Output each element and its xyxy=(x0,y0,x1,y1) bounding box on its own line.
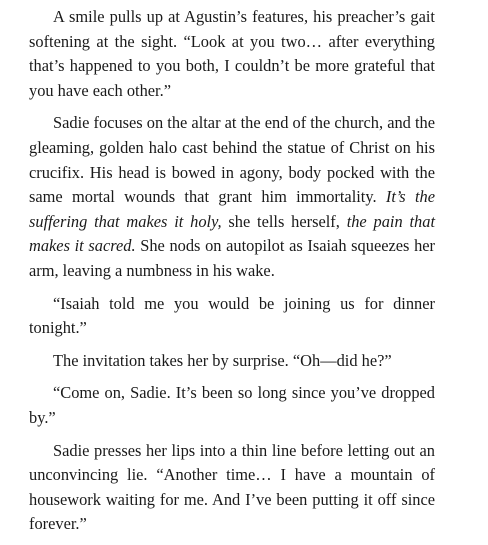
paragraph-3 xyxy=(29,292,435,341)
paragraph-3-text: “Isaiah told me you would be joining us for dinner tonight.” xyxy=(29,293,435,338)
paragraph-2-text-b: she tells herself, xyxy=(221,211,347,231)
paragraph-6 xyxy=(29,439,435,537)
paragraph-4-text: The invitation takes her by surprise. “Oh—did he?” xyxy=(53,350,392,370)
paragraph-2-text-a: Sadie focuses on the altar at the end of the church, and the gleaming, golden halo cast behind the statue of Christ on his crucifix. His head is bowed in agony, body pocked with the same mortal wounds that grant him immortality. xyxy=(29,113,435,207)
paragraph-2-italic-a: It’s the suffering that makes it holy, xyxy=(29,187,436,231)
book-page xyxy=(29,5,435,545)
paragraph-2 xyxy=(29,111,435,283)
paragraph-1-text: A smile pulls up at Agustin’s features, his preacher’s gait softening at the sight. “Look at you two… after everything that’s happened to you both, I couldn’t be more grateful that you have each other.” xyxy=(29,7,435,100)
paragraph-1 xyxy=(29,5,435,103)
paragraph-2-italic-b: the pain that makes it sacred. xyxy=(29,211,435,256)
paragraph-2-text-c: She nods on autopilot as Isaiah squeezes her arm, leaving a numbness in his wake. xyxy=(29,236,436,280)
paragraph-6-text: Sadie presses her lips into a thin line before letting out an unconvincing lie. “Another time… I have a mountain of housework waiting for me. And I’ve been putting it off since forever.” xyxy=(29,440,435,534)
paragraph-5-text: “Come on, Sadie. It’s been so long since you’ve dropped by.” xyxy=(29,383,435,427)
paragraph-5 xyxy=(29,381,435,430)
paragraph-4 xyxy=(29,349,435,374)
